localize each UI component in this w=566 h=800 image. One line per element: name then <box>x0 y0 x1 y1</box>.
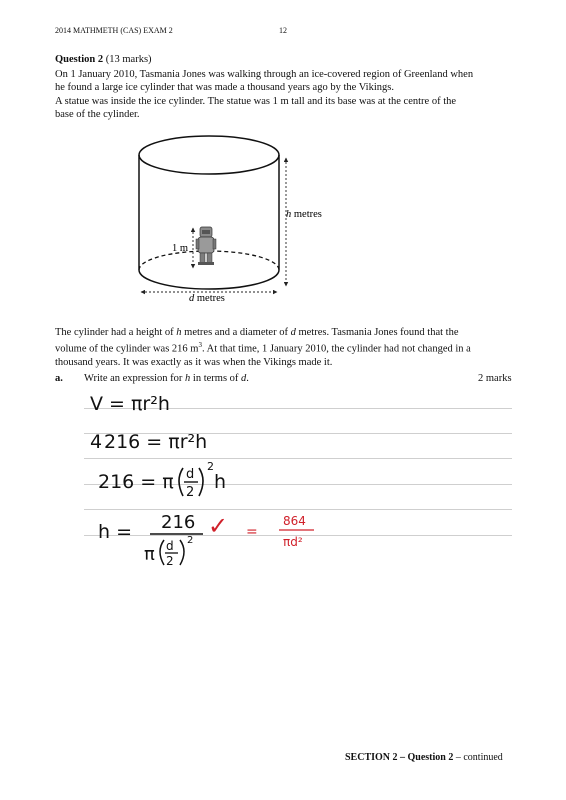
hw-line-3-frac-den: 2 <box>186 485 195 500</box>
hw-line-4-right-paren <box>180 540 184 565</box>
part-a-marks: 2 marks <box>478 373 512 384</box>
hw-line-2-prefix: 4 <box>90 431 103 453</box>
hw-line-4-den-num: d <box>166 539 174 553</box>
question-intro: On 1 January 2010, Tasmania Jones was walking through an ice-covered region of Greenland when he found a large ice cylinder that was made a thousand years ago by the Vikings. <box>55 69 474 93</box>
hw-line-4-exp: 2 <box>187 535 194 546</box>
statue-height-label: 1 m <box>172 243 189 254</box>
exam-header: 2014 MATHMETH (CAS) EXAM 2 <box>55 26 173 35</box>
marker-equals: = <box>246 524 258 540</box>
hw-line-4-den-den: 2 <box>166 554 174 568</box>
part-a-prompt: Write an expression for h in terms of d. <box>84 373 249 384</box>
hw-line-3-right-paren <box>199 468 203 496</box>
height-label: h metres <box>286 209 322 220</box>
footer-section: SECTION 2 – Question 2 <box>345 752 454 763</box>
cylinder-description: The cylinder had a height of h metres and a diameter of d metres. Tasmania Jones found that the volume of the cylinder was 216 $m^3$. At that time, 1 January 2010, the cylinder had not changed in a thousand years. It was exactly as it was when the Vikings made it. <box>55 327 471 368</box>
question-marks: (13 marks) <box>105 54 152 65</box>
hw-line-3-b: h <box>214 471 227 493</box>
diameter-label: d metres <box>189 293 225 304</box>
hw-line-4-den-pi: π <box>144 544 155 565</box>
footer-continued: – continued <box>453 752 503 763</box>
hw-line-3-left-paren <box>179 468 183 496</box>
hw-line-3-a: 216 = π <box>98 471 174 493</box>
hw-line-3-exp: 2 <box>207 460 214 473</box>
marker-numerator: 864 <box>283 514 306 528</box>
marker-tick-icon: ✓ <box>208 512 229 540</box>
marker-denominator: πd² <box>283 535 303 549</box>
hw-line-4-left-paren <box>160 540 164 565</box>
page-footer <box>345 752 503 763</box>
hw-line-3-frac-num: d <box>186 467 195 482</box>
hw-line-2: 216 = πr²h <box>104 431 208 453</box>
hw-line-1: V = πr²h <box>90 393 170 415</box>
question-label: Question 2 <box>55 54 104 65</box>
hw-line-4-h: h = <box>98 521 133 543</box>
page-number: 12 <box>279 26 287 35</box>
statue-description: A statue was inside the ice cylinder. The statue was 1 m tall and its base was at the centre of the base of the cylinder. <box>55 96 457 120</box>
hw-line-4-num: 216 <box>161 512 196 533</box>
part-a-label: a. <box>55 373 63 384</box>
